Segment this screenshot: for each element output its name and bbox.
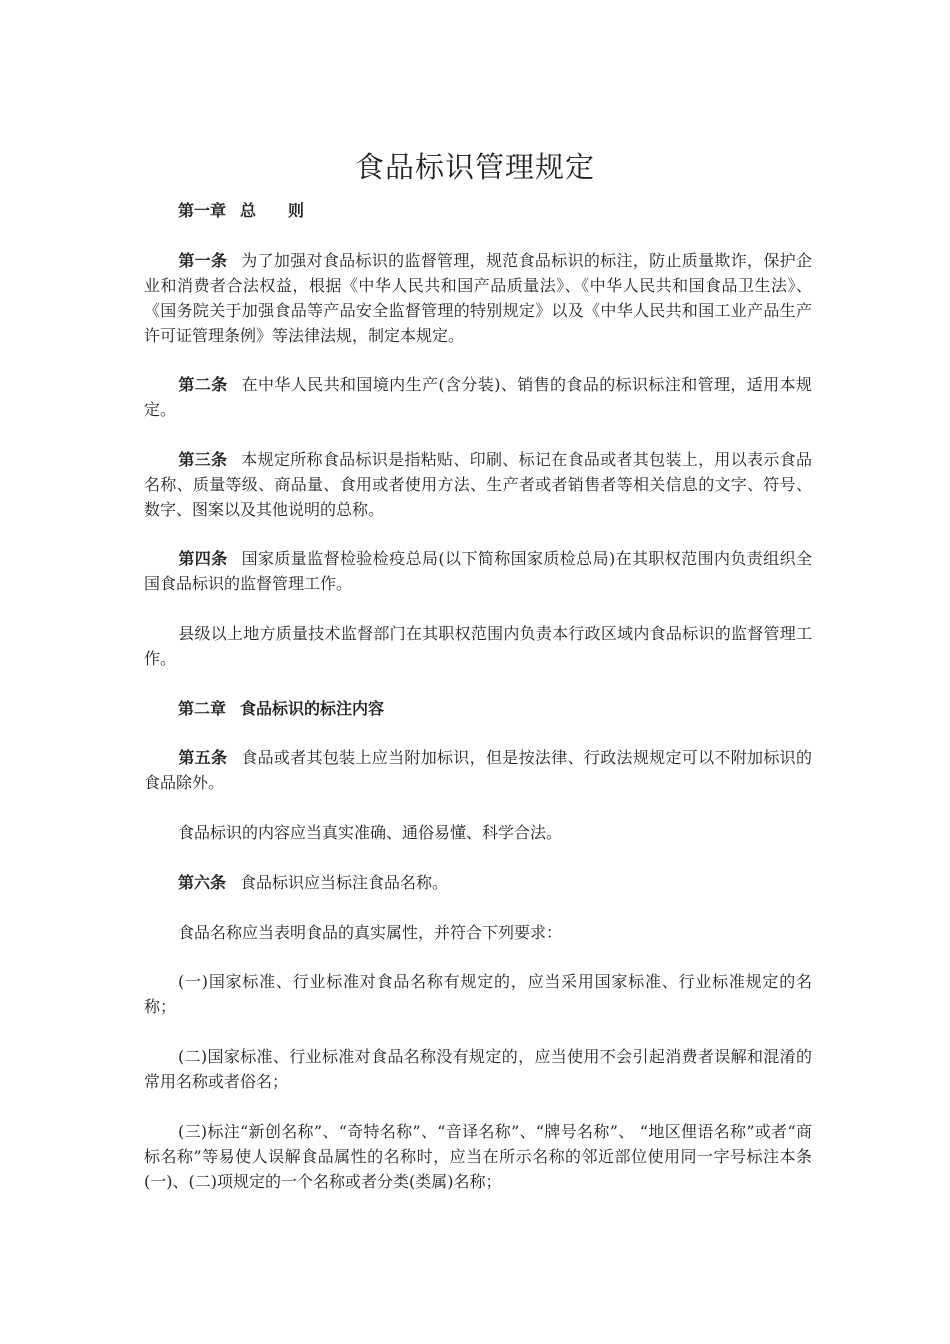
article-2-text: 在中华人民共和国境内生产(含分装)、销售的食品的标识标注和管理，适用本规定。: [144, 375, 812, 419]
article-3-paragraph: [144, 447, 812, 522]
list-item-2: [144, 1044, 812, 1094]
article-2-label: 第二条: [178, 375, 228, 394]
article-4-label: 第四条: [178, 549, 228, 568]
list-item-2-text: (二)国家标准、行业标准对食品名称没有规定的，应当使用不会引起消费者误解和混淆的常用名称或者俗名；: [144, 1047, 812, 1091]
list-item-3-text: (三)标注“新创名称”、“奇特名称”、“音译名称”、“牌号名称”、 “地区俚语名称”或者“商标名称”等易使人误解食品属性的名称时，应当在所示名称的邻近部位使用同一字号标注本条(一)、(二)项规定的一个名称或者分类(类属)名称；: [144, 1122, 812, 1191]
article-5-text: 食品或者其包装上应当附加标识，但是按法律、行政法规规定可以不附加标识的食品除外。: [144, 748, 812, 792]
article-4-p2-text: 县级以上地方质量技术监督部门在其职权范围内负责本行政区域内食品标识的监督管理工作。: [144, 624, 812, 668]
article-2-paragraph: [144, 372, 812, 422]
chapter-1-title-b: 则: [288, 201, 305, 220]
chapter-1-heading: [144, 198, 812, 223]
article-4-paragraph: [144, 546, 812, 596]
list-item-1-text: (一)国家标准、行业标准对食品名称有规定的，应当采用国家标准、行业标准规定的名称；: [144, 972, 812, 1016]
article-5-p2-text: 食品标识的内容应当真实准确、通俗易懂、科学合法。: [178, 823, 563, 842]
chapter-1-title-a: 总: [240, 201, 257, 220]
article-3-label: 第三条: [178, 450, 228, 469]
article-5-paragraph-2: [144, 820, 812, 845]
list-item-3: [144, 1119, 812, 1194]
article-5-paragraph: [144, 745, 812, 795]
article-6-paragraph-2: [144, 920, 812, 945]
article-1-paragraph: [144, 248, 812, 348]
article-4-text: 国家质量监督检验检疫总局(以下简称国家质检总局)在其职权范围内负责组织全国食品标识的监督管理工作。: [144, 549, 812, 593]
article-6-paragraph: [144, 870, 812, 895]
article-1-label: 第一条: [178, 251, 228, 270]
article-5-label: 第五条: [178, 748, 228, 767]
article-4-paragraph-2: [144, 621, 812, 671]
chapter-2-number: 第二章: [178, 699, 227, 718]
chapter-1-number: 第一章: [178, 201, 227, 220]
article-6-p2-text: 食品名称应当表明食品的真实属性，并符合下列要求：: [178, 923, 563, 942]
article-6-text: 食品标识应当标注食品名称。: [240, 873, 449, 892]
article-3-text: 本规定所称食品标识是指粘贴、印刷、标记在食品或者其包装上，用以表示食品名称、质量等级、商品量、食用或者使用方法、生产者或者销售者等相关信息的文字、符号、数字、图案以及其他说明的总称。: [144, 450, 812, 519]
document-title: 食品标识管理规定: [354, 150, 595, 185]
chapter-2-title: 食品标识的标注内容: [240, 699, 385, 718]
list-item-1: [144, 969, 812, 1019]
chapter-2-heading: [144, 696, 812, 721]
article-6-label: 第六条: [178, 873, 227, 892]
article-1-text: 为了加强对食品标识的监督管理，规范食品标识的标注，防止质量欺诈，保护企业和消费者合法权益，根据《中华人民共和国产品质量法》、《中华人民共和国食品卫生法》、《国务院关于加强食品等产品安全监督管理的特别规定》以及《中华人民共和国工业产品生产许可证管理条例》等法律法规，制定本规定。: [144, 251, 812, 345]
